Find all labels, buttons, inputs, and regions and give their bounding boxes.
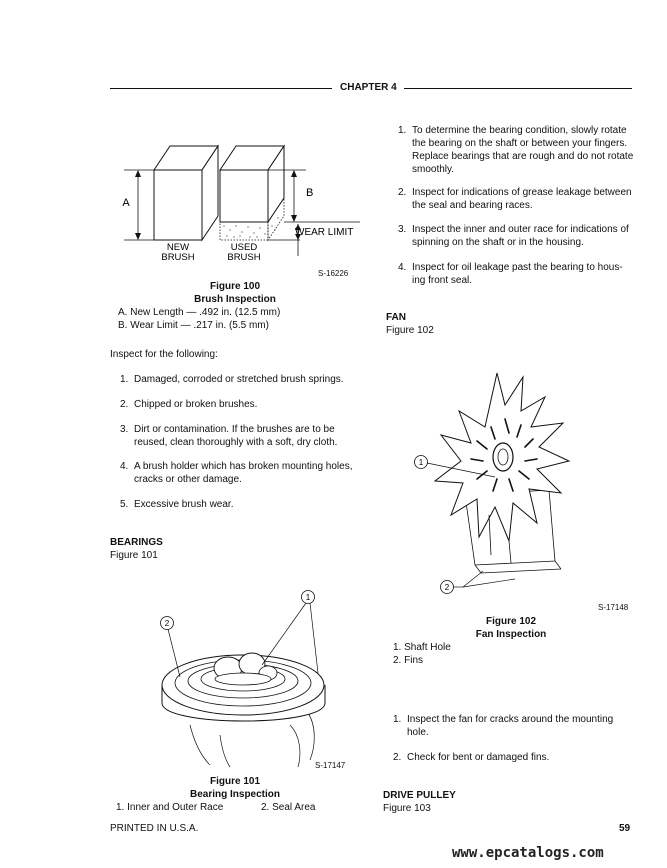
list-item-text: hole. [407,727,429,738]
bearings-figure-ref: Figure 101 [110,550,158,561]
list-item [120,460,370,486]
used-brush-label-2: BRUSH [227,252,261,263]
brush-diagram [110,140,360,270]
dimension-b-label: B [306,187,314,199]
list-item-text: Chipped or broken brushes. [134,399,258,410]
printed-in-usa: PRINTED IN U.S.A. [110,823,199,834]
page-number: 59 [619,823,631,834]
figure100-code: S-16226 [318,269,349,278]
drive-pulley-heading: DRIVE PULLEY [383,790,456,801]
list-item [120,423,370,449]
figure100-item-a: A. New Length — .492 in. (12.5 mm) [118,307,281,318]
chapter-heading: CHAPTER 4 [340,82,397,93]
header-rule-right [404,88,632,89]
header-rule-left [110,88,332,89]
list-item-text: Excessive brush wear. [134,499,234,510]
list-item-text: Damaged, corroded or stretched brush springs. [134,374,344,385]
list-item-text: ing front seal. [412,275,473,286]
bearing-callout-1: 1 [305,593,311,602]
figure101-subtitle: Bearing Inspection [189,789,280,800]
bearing-callout-2: 2 [164,619,170,628]
list-item [393,751,638,764]
dimension-a-label: A [122,197,130,209]
fan-illustration [405,365,605,600]
figure100-title: Figure 100 [209,281,261,292]
list-item [398,223,638,249]
figure100-subtitle: Brush Inspection [194,294,276,305]
list-item-number: 5. [120,499,129,510]
list-item-text: spinning on the shaft or in the housing. [412,237,584,248]
figure102-item-1: 1. Shaft Hole [393,642,451,653]
bearings-heading: BEARINGS [110,537,163,548]
list-item-number: 4. [398,262,407,273]
list-item-text: cracks or other damage. [134,474,242,485]
new-brush-label-2: BRUSH [161,252,195,263]
list-item [398,124,638,176]
bearing-illustration [150,585,340,770]
watermark: www.epcatalogs.com [452,845,604,861]
inspect-intro: Inspect for the following: [110,349,218,360]
new-brush-label-1: NEW [166,242,190,253]
list-item-text: smoothly. [412,164,455,175]
figure101-legend-1: 1. Inner and Outer Race [116,802,224,813]
list-item-text: Inspect for oil leakage past the bearing to hous- [412,262,623,273]
figure101-code: S-17147 [315,761,346,770]
list-item-number: 1. [398,125,407,136]
list-item-text: reused, clean thoroughly with a soft, dry cloth. [134,437,338,448]
used-brush-label-1: USED [230,242,258,253]
fan-callout-2: 2 [444,583,450,592]
list-item-text: Inspect the inner and outer race for indications of [412,224,629,235]
list-item [120,398,370,411]
list-item-number: 3. [120,424,129,435]
list-item-number: 2. [398,187,407,198]
list-item-number: 2. [393,752,402,763]
list-item [398,186,638,212]
list-item-number: 3. [398,224,407,235]
fan-heading: FAN [386,312,406,323]
figure101-legend-2: 2. Seal Area [261,802,316,813]
figure101-title: Figure 101 [209,776,261,787]
list-item-text: A brush holder which has broken mounting holes, [134,461,353,472]
list-item-text: the seal and bearing races. [412,200,533,211]
fan-figure-ref: Figure 102 [386,325,434,336]
list-item-text: Replace bearings that are rough and do not rotate [412,151,634,162]
list-item-text: Inspect for indications of grease leakage between [412,187,632,198]
list-item-number: 1. [393,714,402,725]
figure102-item-2: 2. Fins [393,655,424,666]
list-item-text: Inspect the fan for cracks around the mounting [407,714,614,725]
list-item-text: Dirt or contamination. If the brushes are to be [134,424,335,435]
list-item-number: 1. [120,374,129,385]
list-item-text: the bearing on the shaft or between your fingers. [412,138,628,149]
list-item [120,498,370,511]
wear-limit-label: WEAR LIMIT [295,227,354,238]
figure100-item-b: B. Wear Limit — .217 in. (5.5 mm) [118,320,269,331]
list-item [398,261,638,287]
figure102-title: Figure 102 [485,616,537,627]
figure102-subtitle: Fan Inspection [475,629,547,640]
list-item-text: To determine the bearing condition, slowly rotate [412,125,627,136]
figure102-code: S-17148 [598,603,629,612]
list-item [393,713,638,739]
list-item-text: Check for bent or damaged fins. [407,752,550,763]
list-item [120,373,370,386]
list-item-number: 2. [120,399,129,410]
drive-pulley-figure-ref: Figure 103 [383,803,431,814]
list-item-number: 4. [120,461,129,472]
fan-callout-1: 1 [418,458,424,467]
